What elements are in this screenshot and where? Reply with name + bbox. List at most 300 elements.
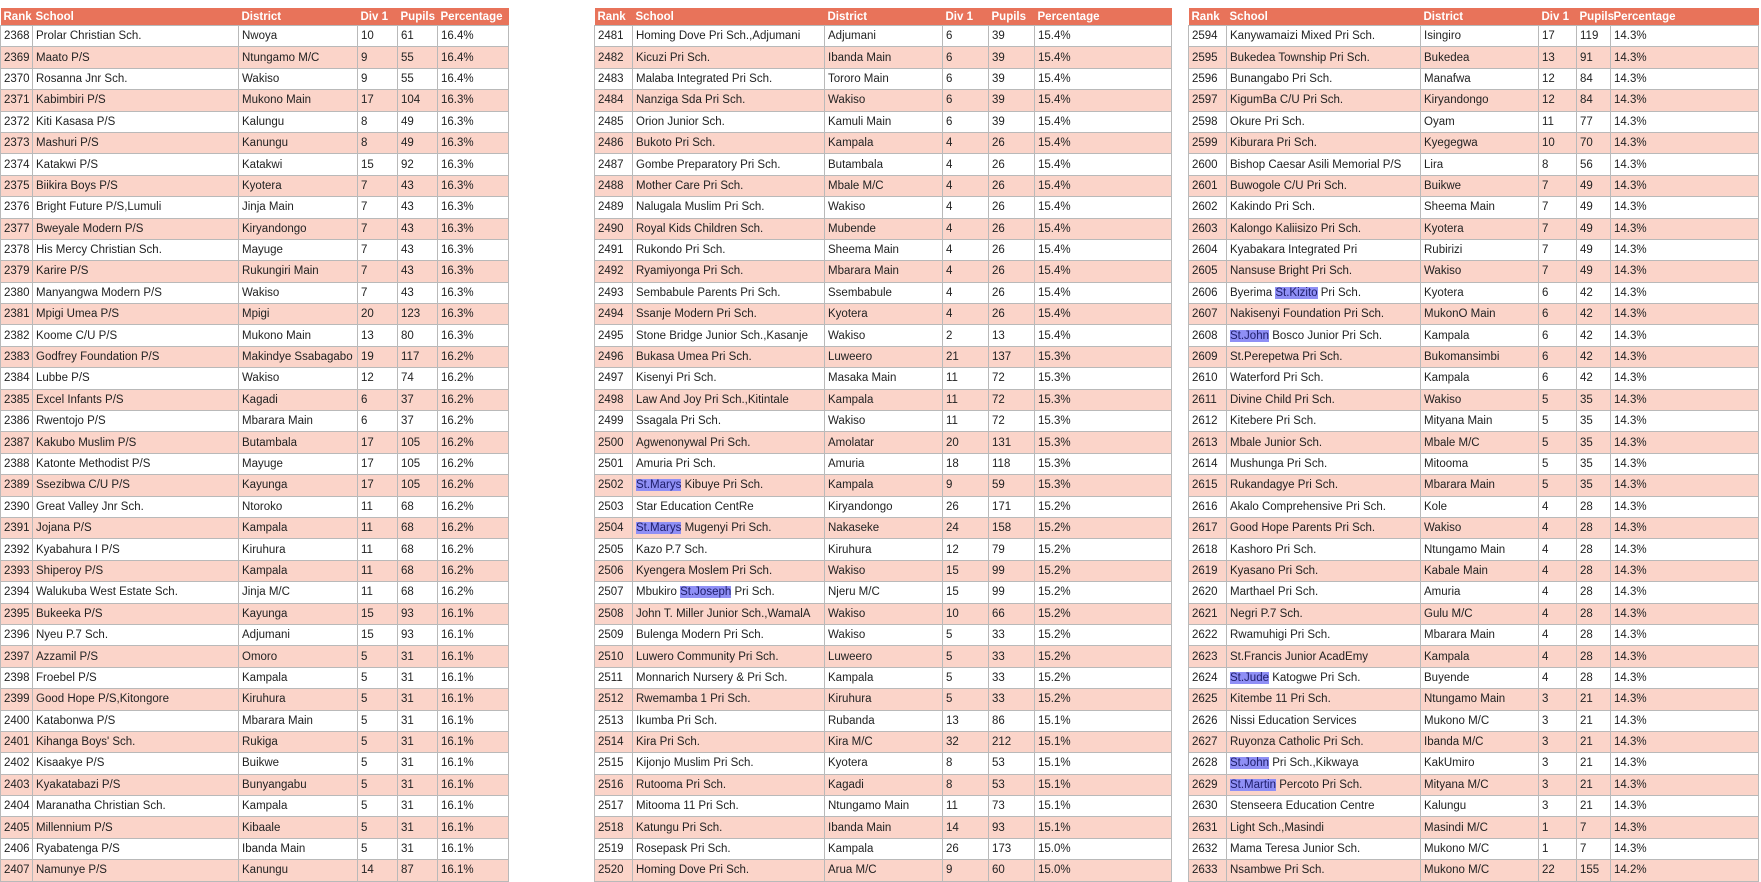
rank-cell: 2624 (1189, 667, 1227, 688)
pupils-cell: 49 (1577, 239, 1611, 260)
column-header-div1[interactable]: Div 1 (358, 8, 398, 26)
div1-cell: 10 (943, 603, 989, 624)
table-row[interactable] (1189, 860, 1759, 881)
column-header-div1[interactable]: Div 1 (943, 8, 989, 26)
column-header-pupils[interactable]: Pupils (398, 8, 438, 26)
table-row[interactable] (595, 453, 1172, 474)
school-cell: Manyangwa Modern P/S (33, 282, 239, 303)
table-row[interactable] (595, 111, 1172, 132)
table-row[interactable] (595, 346, 1172, 367)
school-cell: Walukuba West Estate Sch. (33, 582, 239, 603)
table-row[interactable] (1189, 132, 1759, 153)
table-row[interactable] (1189, 218, 1759, 239)
pupils-cell: 117 (398, 346, 438, 367)
div1-cell: 6 (1539, 368, 1577, 389)
table-row[interactable] (1189, 368, 1759, 389)
table-row[interactable] (595, 197, 1172, 218)
table-row[interactable] (1, 132, 509, 153)
district-cell: Mbarara Main (239, 411, 358, 432)
rank-cell: 2389 (1, 475, 33, 496)
pupils-cell: 31 (398, 817, 438, 838)
percentage-cell: 16.2% (438, 389, 509, 410)
table-row[interactable] (595, 68, 1172, 89)
table-row[interactable] (595, 667, 1172, 688)
table-row[interactable] (1, 731, 509, 752)
pupils-cell: 49 (1577, 261, 1611, 282)
table-row[interactable] (595, 796, 1172, 817)
percentage-cell: 15.1% (1035, 774, 1172, 795)
table-row[interactable] (1, 26, 509, 47)
percentage-cell: 14.3% (1611, 346, 1759, 367)
percentage-cell: 15.1% (1035, 710, 1172, 731)
district-cell: Kibaale (239, 817, 358, 838)
table-row[interactable] (1189, 154, 1759, 175)
table-row[interactable] (1, 582, 509, 603)
school-cell: Byerima St.Kizito Pri Sch. (1227, 282, 1421, 303)
pupils-cell: 35 (1577, 475, 1611, 496)
table-row[interactable] (595, 517, 1172, 538)
district-cell: Kabale Main (1421, 560, 1539, 581)
div1-cell: 8 (943, 774, 989, 795)
school-cell: Gombe Preparatory Pri Sch. (633, 154, 825, 175)
percentage-cell: 15.2% (1035, 560, 1172, 581)
district-cell: Amuria (825, 453, 943, 474)
table-row[interactable] (1189, 582, 1759, 603)
column-header-rank[interactable]: Rank (1189, 8, 1227, 26)
table-row[interactable] (1, 539, 509, 560)
table-row[interactable] (1189, 432, 1759, 453)
percentage-cell: 15.4% (1035, 218, 1172, 239)
table-row[interactable] (595, 90, 1172, 111)
pupils-cell: 21 (1577, 710, 1611, 731)
table-row[interactable] (1, 346, 509, 367)
table-row[interactable] (595, 218, 1172, 239)
table-row[interactable] (1189, 239, 1759, 260)
district-cell: Kyotera (825, 753, 943, 774)
table-row[interactable] (1189, 624, 1759, 645)
search-highlight: St.Marys (636, 479, 682, 492)
table-row[interactable] (1189, 282, 1759, 303)
column-header-pupils[interactable]: Pupils (989, 8, 1035, 26)
div1-cell: 8 (358, 111, 398, 132)
div1-cell: 7 (1539, 218, 1577, 239)
district-cell: Amolatar (825, 432, 943, 453)
table-row[interactable] (1, 218, 509, 239)
table-row[interactable] (595, 26, 1172, 47)
pupils-cell: 49 (1577, 197, 1611, 218)
rank-cell: 2623 (1189, 646, 1227, 667)
column-header-school[interactable]: School (633, 8, 825, 26)
div1-cell: 4 (1539, 582, 1577, 603)
column-header-school[interactable]: School (1227, 8, 1421, 26)
table-row[interactable] (1189, 603, 1759, 624)
table-row[interactable] (595, 774, 1172, 795)
rank-cell: 2594 (1189, 26, 1227, 47)
pupils-cell: 72 (989, 389, 1035, 410)
table-row[interactable] (1189, 26, 1759, 47)
percentage-cell: 15.3% (1035, 411, 1172, 432)
school-cell: Homing Dove Pri Sch. (633, 860, 825, 881)
rank-cell: 2377 (1, 218, 33, 239)
div1-cell: 13 (1539, 47, 1577, 68)
div1-cell: 12 (358, 368, 398, 389)
pupils-cell: 53 (989, 753, 1035, 774)
district-cell: Butambala (825, 154, 943, 175)
table-row[interactable] (1, 560, 509, 581)
div1-cell: 3 (1539, 689, 1577, 710)
table-row[interactable] (1189, 646, 1759, 667)
pupils-cell: 33 (989, 689, 1035, 710)
school-cell: Katungu Pri Sch. (633, 817, 825, 838)
table-row[interactable] (1189, 261, 1759, 282)
div1-cell: 17 (1539, 26, 1577, 47)
div1-cell: 8 (358, 132, 398, 153)
table-row[interactable] (1, 197, 509, 218)
table-row[interactable] (1189, 539, 1759, 560)
percentage-cell: 16.3% (438, 218, 509, 239)
div1-cell: 12 (1539, 68, 1577, 89)
div1-cell: 11 (943, 411, 989, 432)
table-row[interactable] (595, 624, 1172, 645)
district-cell: Nakaseke (825, 517, 943, 538)
district-cell: Bukedea (1421, 47, 1539, 68)
rank-cell: 2502 (595, 475, 633, 496)
table-row[interactable] (1, 432, 509, 453)
table-row[interactable] (595, 689, 1172, 710)
table-row[interactable] (1189, 68, 1759, 89)
table-row[interactable] (1, 111, 509, 132)
district-cell: Kampala (825, 838, 943, 859)
district-cell: Kamuli Main (825, 111, 943, 132)
table-row[interactable] (1, 282, 509, 303)
table-row[interactable] (1, 667, 509, 688)
table-row[interactable] (595, 239, 1172, 260)
school-cell: Ikumba Pri Sch. (633, 710, 825, 731)
school-cell: Mbale Junior Sch. (1227, 432, 1421, 453)
search-highlight: St.John (1230, 329, 1269, 342)
district-cell: Ntungamo Main (1421, 689, 1539, 710)
school-cell: Good Hope P/S,Kitongore (33, 689, 239, 710)
table-row[interactable] (595, 646, 1172, 667)
table-row[interactable] (1189, 496, 1759, 517)
div1-cell: 26 (943, 838, 989, 859)
pupils-cell: 60 (989, 860, 1035, 881)
pupils-cell: 72 (989, 368, 1035, 389)
school-cell: KigumBa C/U Pri Sch. (1227, 90, 1421, 111)
table-row[interactable] (595, 411, 1172, 432)
table-row[interactable] (1189, 304, 1759, 325)
rank-cell: 2606 (1189, 282, 1227, 303)
column-header-district[interactable]: District (1421, 8, 1539, 26)
table-row[interactable] (1, 838, 509, 859)
rank-cell: 2629 (1189, 774, 1227, 795)
table-row[interactable] (1189, 475, 1759, 496)
rank-cell: 2510 (595, 646, 633, 667)
district-cell: Makindye Ssabagabo (239, 346, 358, 367)
percentage-cell: 14.3% (1611, 646, 1759, 667)
percentage-cell: 14.3% (1611, 496, 1759, 517)
table-row[interactable] (1189, 325, 1759, 346)
table-row[interactable] (595, 860, 1172, 881)
rank-cell: 2513 (595, 710, 633, 731)
district-cell: Kole (1421, 496, 1539, 517)
table-row[interactable] (1189, 710, 1759, 731)
table-row[interactable] (1189, 197, 1759, 218)
table-row[interactable] (595, 603, 1172, 624)
div1-cell: 5 (358, 817, 398, 838)
table-row[interactable] (1, 304, 509, 325)
table-row[interactable] (595, 838, 1172, 859)
district-cell: Mbarara Main (239, 710, 358, 731)
rank-cell: 2515 (595, 753, 633, 774)
table-row[interactable] (1, 453, 509, 474)
district-cell: Kampala (239, 667, 358, 688)
district-cell: Mityana Main (1421, 411, 1539, 432)
column-header-div1[interactable]: Div 1 (1539, 8, 1577, 26)
pupils-cell: 28 (1577, 496, 1611, 517)
div1-cell: 11 (943, 796, 989, 817)
table-header-row (1, 8, 509, 26)
pupils-cell: 28 (1577, 667, 1611, 688)
table-row[interactable] (1189, 731, 1759, 752)
table-row[interactable] (1189, 453, 1759, 474)
school-cell: Biikira Boys P/S (33, 175, 239, 196)
table-row[interactable] (1189, 90, 1759, 111)
div1-cell: 11 (358, 539, 398, 560)
rank-cell: 2370 (1, 68, 33, 89)
div1-cell: 19 (358, 346, 398, 367)
rank-cell: 2489 (595, 197, 633, 218)
column-header-percentage[interactable]: Percentage (1611, 8, 1759, 26)
div1-cell: 5 (943, 667, 989, 688)
rank-cell: 2497 (595, 368, 633, 389)
rank-cell: 2393 (1, 560, 33, 581)
table-row[interactable] (595, 753, 1172, 774)
percentage-cell: 15.2% (1035, 582, 1172, 603)
pupils-cell: 33 (989, 624, 1035, 645)
table-row[interactable] (595, 154, 1172, 175)
district-cell: Rukiga (239, 731, 358, 752)
table-row[interactable] (595, 475, 1172, 496)
table-row[interactable] (595, 132, 1172, 153)
table-row[interactable] (1189, 774, 1759, 795)
column-header-district[interactable]: District (825, 8, 943, 26)
percentage-cell: 16.2% (438, 560, 509, 581)
pupils-cell: 86 (989, 710, 1035, 731)
table-row[interactable] (1, 239, 509, 260)
div1-cell: 11 (358, 560, 398, 581)
table-row[interactable] (595, 582, 1172, 603)
district-cell: Kalungu (239, 111, 358, 132)
district-cell: Wakiso (239, 68, 358, 89)
table-row[interactable] (595, 731, 1172, 752)
school-cell: Jojana P/S (33, 517, 239, 538)
div1-cell: 7 (358, 282, 398, 303)
rank-cell: 2504 (595, 517, 633, 538)
district-cell: Mbarara Main (1421, 475, 1539, 496)
table-row[interactable] (1189, 389, 1759, 410)
div1-cell: 4 (943, 304, 989, 325)
table-row[interactable] (1189, 796, 1759, 817)
table-row[interactable] (1, 411, 509, 432)
pupils-cell: 105 (398, 453, 438, 474)
school-cell: Rosanna Jnr Sch. (33, 68, 239, 89)
table-row[interactable] (1, 389, 509, 410)
div1-cell: 15 (358, 624, 398, 645)
pupils-cell: 99 (989, 560, 1035, 581)
percentage-cell: 16.2% (438, 411, 509, 432)
table-row[interactable] (595, 432, 1172, 453)
percentage-cell: 16.1% (438, 796, 509, 817)
table-row[interactable] (1, 90, 509, 111)
table-row[interactable] (595, 560, 1172, 581)
column-header-school[interactable]: School (33, 8, 239, 26)
column-header-percentage[interactable]: Percentage (1035, 8, 1172, 26)
pupils-cell: 26 (989, 154, 1035, 175)
table-row[interactable] (1, 689, 509, 710)
table-row[interactable] (595, 261, 1172, 282)
table-row[interactable] (1, 646, 509, 667)
div1-cell: 17 (358, 453, 398, 474)
table-row[interactable] (1, 475, 509, 496)
table-row[interactable] (1, 710, 509, 731)
school-cell: Mashuri P/S (33, 132, 239, 153)
rank-cell: 2616 (1189, 496, 1227, 517)
table-row[interactable] (595, 325, 1172, 346)
table-row[interactable] (1, 774, 509, 795)
div1-cell: 4 (943, 132, 989, 153)
table-row[interactable] (1, 47, 509, 68)
percentage-cell: 15.3% (1035, 432, 1172, 453)
div1-cell: 5 (358, 796, 398, 817)
table-row[interactable] (1189, 667, 1759, 688)
pupils-cell: 28 (1577, 539, 1611, 560)
table-row[interactable] (1, 796, 509, 817)
table-row[interactable] (1189, 560, 1759, 581)
div1-cell: 14 (358, 860, 398, 881)
district-cell: Kampala (239, 796, 358, 817)
rank-cell: 2388 (1, 453, 33, 474)
percentage-cell: 15.0% (1035, 838, 1172, 859)
table-row[interactable] (1189, 838, 1759, 859)
table-row[interactable] (1, 603, 509, 624)
table-row[interactable] (1189, 753, 1759, 774)
percentage-cell: 14.2% (1611, 860, 1759, 881)
school-cell: St.Martin Percoto Pri Sch. (1227, 774, 1421, 795)
table-row[interactable] (1189, 47, 1759, 68)
pupils-cell: 35 (1577, 411, 1611, 432)
school-cell: Kyengera Moslem Pri Sch. (633, 560, 825, 581)
div1-cell: 26 (943, 496, 989, 517)
table-row[interactable] (1, 624, 509, 645)
table-row[interactable] (1189, 175, 1759, 196)
column-header-percentage[interactable]: Percentage (438, 8, 509, 26)
table-row[interactable] (595, 304, 1172, 325)
district-cell: Mukono Main (239, 325, 358, 346)
div1-cell: 7 (358, 239, 398, 260)
table-row[interactable] (1, 368, 509, 389)
percentage-cell: 14.3% (1611, 624, 1759, 645)
table-row[interactable] (595, 539, 1172, 560)
pupils-cell: 35 (1577, 389, 1611, 410)
district-cell: Kayunga (239, 603, 358, 624)
table-row[interactable] (1189, 689, 1759, 710)
column-header-rank[interactable]: Rank (1, 8, 33, 26)
table-row[interactable] (1, 68, 509, 89)
rank-cell: 2400 (1, 710, 33, 731)
table-row[interactable] (1, 496, 509, 517)
rank-cell: 2501 (595, 453, 633, 474)
table-row[interactable] (1189, 517, 1759, 538)
table-row[interactable] (595, 368, 1172, 389)
table-row[interactable] (595, 496, 1172, 517)
column-header-pupils[interactable]: Pupils (1577, 8, 1611, 26)
school-cell: St.Francis Junior AcadEmy (1227, 646, 1421, 667)
table-row[interactable] (595, 47, 1172, 68)
school-cell: Kakubo Muslim P/S (33, 432, 239, 453)
percentage-cell: 14.3% (1611, 111, 1759, 132)
percentage-cell: 16.3% (438, 239, 509, 260)
percentage-cell: 16.1% (438, 646, 509, 667)
div1-cell: 12 (1539, 90, 1577, 111)
table-row[interactable] (1, 860, 509, 881)
table-row[interactable] (1, 325, 509, 346)
table-row[interactable] (595, 710, 1172, 731)
div1-cell: 4 (1539, 646, 1577, 667)
results-table-3 (1188, 8, 1759, 882)
school-cell: Kashoro Pri Sch. (1227, 539, 1421, 560)
school-cell: Excel Infants P/S (33, 389, 239, 410)
column-header-district[interactable]: District (239, 8, 358, 26)
div1-cell: 32 (943, 731, 989, 752)
percentage-cell: 16.4% (438, 68, 509, 89)
column-header-rank[interactable]: Rank (595, 8, 633, 26)
school-cell: Divine Child Pri Sch. (1227, 389, 1421, 410)
table-row[interactable] (1, 517, 509, 538)
pupils-cell: 43 (398, 261, 438, 282)
rank-cell: 2487 (595, 154, 633, 175)
table-row[interactable] (1, 817, 509, 838)
table-row[interactable] (595, 389, 1172, 410)
table-row[interactable] (1, 154, 509, 175)
div1-cell: 11 (943, 368, 989, 389)
district-cell: Kagadi (825, 774, 943, 795)
table-row[interactable] (1189, 111, 1759, 132)
district-cell: Ibanda Main (825, 47, 943, 68)
district-cell: Kampala (825, 667, 943, 688)
pupils-cell: 39 (989, 111, 1035, 132)
percentage-cell: 14.3% (1611, 282, 1759, 303)
table-row[interactable] (595, 175, 1172, 196)
district-cell: Arua M/C (825, 860, 943, 881)
rank-cell: 2395 (1, 603, 33, 624)
pupils-cell: 42 (1577, 304, 1611, 325)
table-row[interactable] (595, 282, 1172, 303)
pupils-cell: 26 (989, 261, 1035, 282)
table-row[interactable] (1189, 817, 1759, 838)
table-row[interactable] (1, 753, 509, 774)
rank-cell: 2628 (1189, 753, 1227, 774)
pupils-cell: 39 (989, 90, 1035, 111)
table-row[interactable] (1, 261, 509, 282)
table-row[interactable] (1, 175, 509, 196)
table-row[interactable] (1189, 346, 1759, 367)
school-cell: Azzamil P/S (33, 646, 239, 667)
table-row[interactable] (1189, 411, 1759, 432)
table-row[interactable] (595, 817, 1172, 838)
percentage-cell: 16.3% (438, 175, 509, 196)
school-cell: Nanziga Sda Pri Sch. (633, 90, 825, 111)
